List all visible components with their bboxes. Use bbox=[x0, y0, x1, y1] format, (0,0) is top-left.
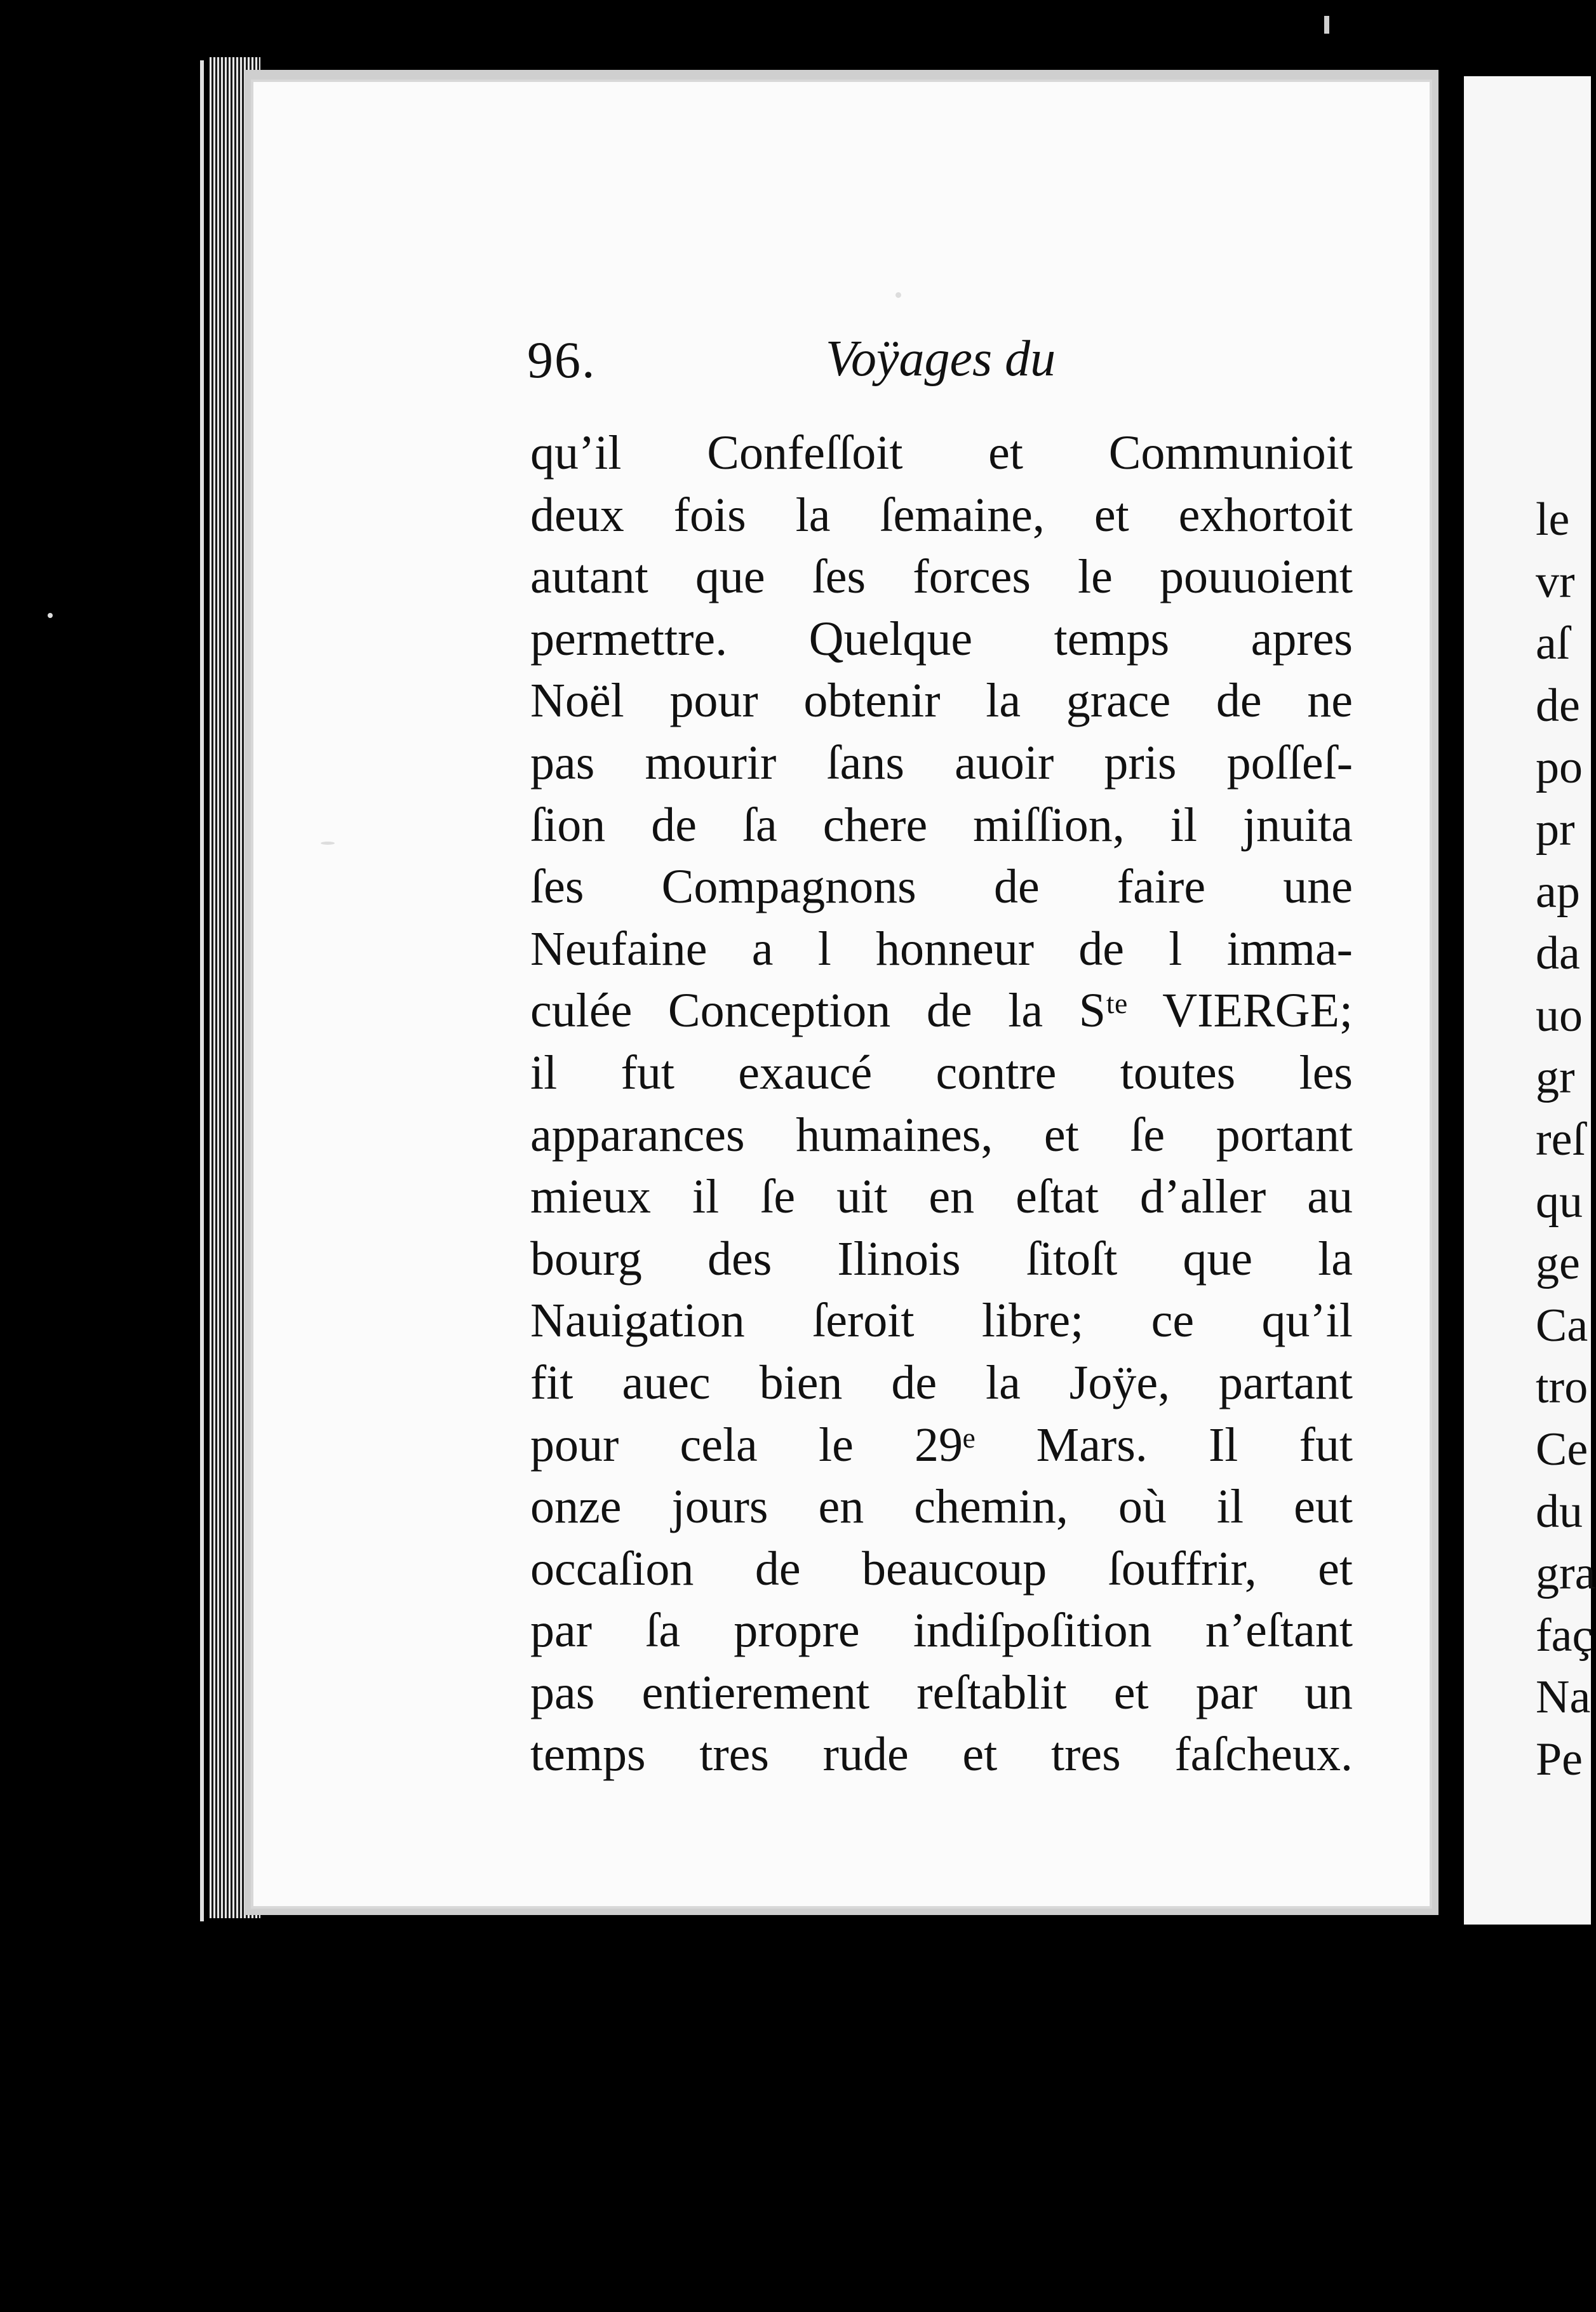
facing-line: de bbox=[1536, 679, 1580, 732]
text-line: Nauigation ſeroit libre; ce qu’il bbox=[530, 1294, 1353, 1348]
text-line: pour cela le 29ᵉ Mars. Il fut bbox=[530, 1418, 1353, 1472]
text-line: bourg des Ilinois ſitoſt que la bbox=[530, 1232, 1353, 1286]
text-line: pas mourir ſans auoir pris poſſeſ- bbox=[530, 736, 1353, 790]
facing-line: aſ bbox=[1536, 617, 1570, 670]
text-line: mieux il ſe uit en eſtat d’aller au bbox=[530, 1170, 1353, 1224]
text-line: qu’il Confeſſoit et Communioit bbox=[530, 426, 1353, 480]
binding-line bbox=[200, 60, 204, 1921]
text-line: pas entierement reſtablit et par un bbox=[530, 1665, 1353, 1719]
facing-line: reſ bbox=[1536, 1113, 1586, 1166]
text-line: culée Conception de la Sᵗᵉ VIERGE; bbox=[530, 984, 1353, 1038]
text-line: fit auec bien de la Joÿe, partant bbox=[530, 1355, 1353, 1409]
facing-line: le bbox=[1536, 494, 1570, 546]
facing-line: da bbox=[1536, 927, 1580, 980]
text-line: autant que ſes forces le pouuoient bbox=[530, 550, 1353, 604]
text-line: apparances humaines, et ſe portant bbox=[530, 1108, 1353, 1162]
facing-line: Na bbox=[1536, 1671, 1591, 1724]
text-line: par ſa propre indiſpoſition n’eſtant bbox=[530, 1604, 1353, 1658]
text-line: onze jours en chemin, où il eut bbox=[530, 1480, 1353, 1534]
running-title: Voÿages du bbox=[826, 331, 1056, 387]
facing-line: Ca bbox=[1536, 1299, 1588, 1352]
scan-speck bbox=[895, 292, 901, 298]
facing-line: faç bbox=[1536, 1609, 1593, 1662]
facing-line: gr bbox=[1536, 1051, 1575, 1104]
text-line: Neufaine a l honneur de l imma- bbox=[530, 922, 1353, 976]
facing-page-text bbox=[1536, 489, 1596, 1791]
text-line: deux fois la ſemaine, et exhortoit bbox=[530, 488, 1353, 542]
facing-line: uo bbox=[1536, 989, 1583, 1042]
facing-line: qu bbox=[1536, 1175, 1583, 1228]
facing-line: du bbox=[1536, 1485, 1583, 1538]
text-line: Noël pour obtenir la grace de ne bbox=[530, 674, 1353, 728]
facing-line: po bbox=[1536, 741, 1583, 794]
scan-mark bbox=[1324, 16, 1329, 34]
text-line: il fut exaucé contre toutes les bbox=[530, 1045, 1353, 1099]
facing-line: tro bbox=[1536, 1361, 1588, 1414]
body-text bbox=[530, 422, 1353, 1786]
text-line: ſes Compagnons de faire une bbox=[530, 860, 1353, 914]
running-head bbox=[527, 330, 1099, 400]
facing-line: gra bbox=[1536, 1547, 1596, 1600]
scan-speck bbox=[48, 613, 53, 618]
facing-line: pr bbox=[1536, 803, 1575, 856]
text-line: temps tres rude et tres faſcheux. bbox=[530, 1728, 1353, 1782]
facing-line: Ce bbox=[1536, 1423, 1588, 1475]
facing-line: ge bbox=[1536, 1237, 1580, 1290]
page-number: 96. bbox=[527, 331, 596, 389]
text-line: occaſion de beaucoup ſouffrir, et bbox=[530, 1542, 1353, 1596]
text-line: ſion de ſa chere miſſion, il jnuita bbox=[530, 798, 1353, 852]
facing-line: ap bbox=[1536, 865, 1580, 918]
text-line: permettre. Quelque temps apres bbox=[530, 612, 1353, 666]
facing-line: vr bbox=[1536, 555, 1575, 608]
facing-line: Pe bbox=[1536, 1733, 1583, 1785]
scan-speck bbox=[321, 842, 335, 845]
